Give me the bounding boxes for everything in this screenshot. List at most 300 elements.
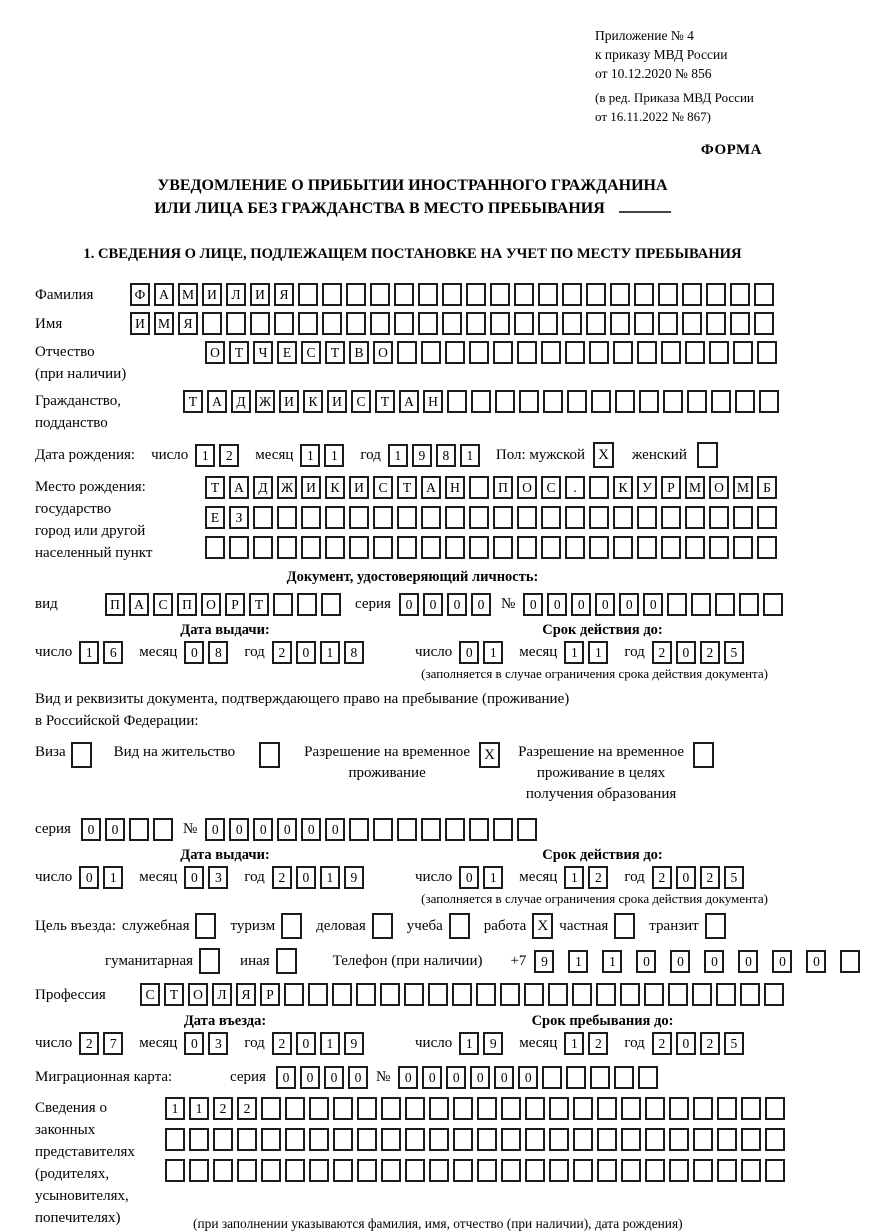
- char-cell[interactable]: 1: [324, 444, 344, 467]
- char-cell[interactable]: [610, 312, 630, 335]
- char-cell[interactable]: [525, 1097, 545, 1120]
- char-cell[interactable]: [445, 536, 465, 559]
- char-cell[interactable]: [549, 1159, 569, 1182]
- char-cell[interactable]: [285, 1128, 305, 1151]
- char-cell[interactable]: [541, 536, 561, 559]
- char-cell[interactable]: [356, 983, 376, 1006]
- char-cell[interactable]: [153, 818, 173, 841]
- char-cell[interactable]: [298, 283, 318, 306]
- char-cell[interactable]: [189, 1159, 209, 1182]
- char-cell[interactable]: 2: [700, 1032, 720, 1055]
- char-cell[interactable]: [757, 536, 777, 559]
- char-cell[interactable]: [634, 312, 654, 335]
- char-cell[interactable]: [429, 1128, 449, 1151]
- char-cell[interactable]: 0: [447, 593, 467, 616]
- char-cell[interactable]: [253, 536, 273, 559]
- char-cell[interactable]: Я: [274, 283, 294, 306]
- char-cell[interactable]: 1: [103, 866, 123, 889]
- char-cell[interactable]: [543, 390, 563, 413]
- char-cell[interactable]: Ж: [255, 390, 275, 413]
- char-cell[interactable]: П: [493, 476, 513, 499]
- char-cell[interactable]: [706, 312, 726, 335]
- char-cell[interactable]: [541, 341, 561, 364]
- char-cell[interactable]: [357, 1128, 377, 1151]
- char-cell[interactable]: [370, 283, 390, 306]
- residence-permit-checkbox[interactable]: [259, 742, 280, 768]
- char-cell[interactable]: [469, 506, 489, 529]
- char-cell[interactable]: 2: [652, 641, 672, 664]
- char-cell[interactable]: [466, 283, 486, 306]
- char-cell[interactable]: 0: [523, 593, 543, 616]
- char-cell[interactable]: О: [517, 476, 537, 499]
- char-cell[interactable]: 3: [208, 1032, 228, 1055]
- char-cell[interactable]: А: [154, 283, 174, 306]
- char-cell[interactable]: [500, 983, 520, 1006]
- char-cell[interactable]: [469, 536, 489, 559]
- char-cell[interactable]: [453, 1159, 473, 1182]
- char-cell[interactable]: 1: [189, 1097, 209, 1120]
- char-cell[interactable]: [333, 1128, 353, 1151]
- char-cell[interactable]: [469, 476, 489, 499]
- char-cell[interactable]: [691, 593, 711, 616]
- char-cell[interactable]: С: [351, 390, 371, 413]
- char-cell[interactable]: Ф: [130, 283, 150, 306]
- char-cell[interactable]: [589, 536, 609, 559]
- char-cell[interactable]: 9: [483, 1032, 503, 1055]
- char-cell[interactable]: 1: [568, 950, 588, 973]
- char-cell[interactable]: [763, 593, 783, 616]
- char-cell[interactable]: [285, 1159, 305, 1182]
- char-cell[interactable]: [493, 536, 513, 559]
- char-cell[interactable]: [466, 312, 486, 335]
- char-cell[interactable]: [165, 1159, 185, 1182]
- char-cell[interactable]: [661, 341, 681, 364]
- char-cell[interactable]: [597, 1128, 617, 1151]
- char-cell[interactable]: 0: [738, 950, 758, 973]
- char-cell[interactable]: [261, 1097, 281, 1120]
- char-cell[interactable]: 0: [595, 593, 615, 616]
- char-cell[interactable]: 1: [564, 866, 584, 889]
- char-cell[interactable]: [284, 983, 304, 1006]
- char-cell[interactable]: [549, 1128, 569, 1151]
- char-cell[interactable]: [693, 1159, 713, 1182]
- char-cell[interactable]: [567, 390, 587, 413]
- char-cell[interactable]: [370, 312, 390, 335]
- char-cell[interactable]: М: [685, 476, 705, 499]
- char-cell[interactable]: [493, 341, 513, 364]
- char-cell[interactable]: О: [201, 593, 221, 616]
- char-cell[interactable]: 0: [676, 866, 696, 889]
- char-cell[interactable]: [597, 1097, 617, 1120]
- char-cell[interactable]: [565, 341, 585, 364]
- char-cell[interactable]: [596, 983, 616, 1006]
- char-cell[interactable]: Е: [205, 506, 225, 529]
- char-cell[interactable]: [501, 1128, 521, 1151]
- char-cell[interactable]: [716, 983, 736, 1006]
- char-cell[interactable]: [322, 312, 342, 335]
- char-cell[interactable]: [495, 390, 515, 413]
- char-cell[interactable]: Т: [325, 341, 345, 364]
- char-cell[interactable]: [445, 818, 465, 841]
- gender-male-checkbox[interactable]: X: [593, 442, 614, 468]
- char-cell[interactable]: [349, 506, 369, 529]
- char-cell[interactable]: [741, 1128, 761, 1151]
- char-cell[interactable]: Д: [231, 390, 251, 413]
- char-cell[interactable]: [717, 1097, 737, 1120]
- char-cell[interactable]: [658, 312, 678, 335]
- char-cell[interactable]: С: [373, 476, 393, 499]
- char-cell[interactable]: [733, 341, 753, 364]
- char-cell[interactable]: 0: [518, 1066, 538, 1089]
- char-cell[interactable]: 2: [219, 444, 239, 467]
- char-cell[interactable]: [669, 1128, 689, 1151]
- char-cell[interactable]: [741, 1097, 761, 1120]
- char-cell[interactable]: 2: [272, 866, 292, 889]
- char-cell[interactable]: Т: [397, 476, 417, 499]
- char-cell[interactable]: [261, 1159, 281, 1182]
- char-cell[interactable]: [685, 506, 705, 529]
- char-cell[interactable]: [548, 983, 568, 1006]
- char-cell[interactable]: [205, 536, 225, 559]
- temp-residence-checkbox[interactable]: X: [479, 742, 500, 768]
- char-cell[interactable]: 1: [165, 1097, 185, 1120]
- char-cell[interactable]: [381, 1159, 401, 1182]
- char-cell[interactable]: [621, 1128, 641, 1151]
- char-cell[interactable]: [615, 390, 635, 413]
- char-cell[interactable]: [253, 506, 273, 529]
- char-cell[interactable]: [477, 1159, 497, 1182]
- char-cell[interactable]: [261, 1128, 281, 1151]
- char-cell[interactable]: [730, 312, 750, 335]
- char-cell[interactable]: 5: [724, 866, 744, 889]
- char-cell[interactable]: 0: [636, 950, 656, 973]
- char-cell[interactable]: [394, 312, 414, 335]
- char-cell[interactable]: [397, 341, 417, 364]
- char-cell[interactable]: [765, 1128, 785, 1151]
- char-cell[interactable]: 0: [184, 1032, 204, 1055]
- char-cell[interactable]: 0: [296, 1032, 316, 1055]
- char-cell[interactable]: [397, 818, 417, 841]
- char-cell[interactable]: [309, 1128, 329, 1151]
- char-cell[interactable]: [332, 983, 352, 1006]
- char-cell[interactable]: 0: [253, 818, 273, 841]
- char-cell[interactable]: И: [279, 390, 299, 413]
- char-cell[interactable]: [685, 536, 705, 559]
- char-cell[interactable]: [661, 536, 681, 559]
- char-cell[interactable]: [706, 283, 726, 306]
- purpose-business-checkbox[interactable]: [372, 913, 393, 939]
- char-cell[interactable]: [613, 341, 633, 364]
- char-cell[interactable]: М: [178, 283, 198, 306]
- char-cell[interactable]: [668, 983, 688, 1006]
- char-cell[interactable]: 8: [436, 444, 456, 467]
- char-cell[interactable]: 0: [676, 1032, 696, 1055]
- char-cell[interactable]: [429, 1159, 449, 1182]
- char-cell[interactable]: 0: [459, 641, 479, 664]
- char-cell[interactable]: [429, 1097, 449, 1120]
- char-cell[interactable]: С: [140, 983, 160, 1006]
- char-cell[interactable]: 3: [208, 866, 228, 889]
- char-cell[interactable]: [538, 283, 558, 306]
- char-cell[interactable]: 0: [571, 593, 591, 616]
- char-cell[interactable]: [213, 1159, 233, 1182]
- char-cell[interactable]: 0: [470, 1066, 490, 1089]
- char-cell[interactable]: [573, 1097, 593, 1120]
- char-cell[interactable]: 0: [348, 1066, 368, 1089]
- char-cell[interactable]: А: [129, 593, 149, 616]
- char-cell[interactable]: [613, 536, 633, 559]
- char-cell[interactable]: [325, 506, 345, 529]
- char-cell[interactable]: 0: [300, 1066, 320, 1089]
- char-cell[interactable]: [573, 1159, 593, 1182]
- char-cell[interactable]: [452, 983, 472, 1006]
- char-cell[interactable]: [469, 341, 489, 364]
- char-cell[interactable]: М: [154, 312, 174, 335]
- char-cell[interactable]: 1: [320, 866, 340, 889]
- char-cell[interactable]: [765, 1097, 785, 1120]
- char-cell[interactable]: 2: [237, 1097, 257, 1120]
- char-cell[interactable]: [645, 1097, 665, 1120]
- char-cell[interactable]: .: [565, 476, 585, 499]
- char-cell[interactable]: [373, 818, 393, 841]
- char-cell[interactable]: [754, 283, 774, 306]
- char-cell[interactable]: [357, 1159, 377, 1182]
- char-cell[interactable]: 0: [184, 641, 204, 664]
- char-cell[interactable]: Р: [260, 983, 280, 1006]
- char-cell[interactable]: Я: [178, 312, 198, 335]
- char-cell[interactable]: Т: [229, 341, 249, 364]
- purpose-humanitarian-checkbox[interactable]: [199, 948, 220, 974]
- purpose-tourism-checkbox[interactable]: [281, 913, 302, 939]
- char-cell[interactable]: [730, 283, 750, 306]
- char-cell[interactable]: [717, 1159, 737, 1182]
- char-cell[interactable]: [517, 536, 537, 559]
- char-cell[interactable]: [717, 1128, 737, 1151]
- char-cell[interactable]: 0: [81, 818, 101, 841]
- char-cell[interactable]: [715, 593, 735, 616]
- char-cell[interactable]: [226, 312, 246, 335]
- char-cell[interactable]: 9: [344, 866, 364, 889]
- char-cell[interactable]: 1: [388, 444, 408, 467]
- char-cell[interactable]: [325, 536, 345, 559]
- char-cell[interactable]: [394, 283, 414, 306]
- char-cell[interactable]: 1: [459, 1032, 479, 1055]
- char-cell[interactable]: [165, 1128, 185, 1151]
- char-cell[interactable]: О: [188, 983, 208, 1006]
- char-cell[interactable]: [613, 506, 633, 529]
- char-cell[interactable]: А: [207, 390, 227, 413]
- char-cell[interactable]: [453, 1128, 473, 1151]
- char-cell[interactable]: [477, 1097, 497, 1120]
- char-cell[interactable]: 2: [79, 1032, 99, 1055]
- char-cell[interactable]: [693, 1128, 713, 1151]
- char-cell[interactable]: [644, 983, 664, 1006]
- char-cell[interactable]: 0: [422, 1066, 442, 1089]
- char-cell[interactable]: А: [229, 476, 249, 499]
- char-cell[interactable]: [685, 341, 705, 364]
- char-cell[interactable]: 1: [460, 444, 480, 467]
- char-cell[interactable]: 1: [588, 641, 608, 664]
- char-cell[interactable]: [308, 983, 328, 1006]
- char-cell[interactable]: Т: [183, 390, 203, 413]
- char-cell[interactable]: [405, 1159, 425, 1182]
- char-cell[interactable]: [517, 341, 537, 364]
- char-cell[interactable]: [589, 341, 609, 364]
- char-cell[interactable]: [490, 312, 510, 335]
- char-cell[interactable]: [621, 1097, 641, 1120]
- char-cell[interactable]: [591, 390, 611, 413]
- char-cell[interactable]: 1: [564, 641, 584, 664]
- char-cell[interactable]: 0: [446, 1066, 466, 1089]
- char-cell[interactable]: 2: [272, 641, 292, 664]
- char-cell[interactable]: [421, 536, 441, 559]
- char-cell[interactable]: [428, 983, 448, 1006]
- gender-female-checkbox[interactable]: [697, 442, 718, 468]
- char-cell[interactable]: [549, 1097, 569, 1120]
- char-cell[interactable]: Л: [226, 283, 246, 306]
- char-cell[interactable]: Д: [253, 476, 273, 499]
- char-cell[interactable]: [586, 312, 606, 335]
- char-cell[interactable]: [250, 312, 270, 335]
- char-cell[interactable]: 5: [724, 1032, 744, 1055]
- char-cell[interactable]: 0: [296, 641, 316, 664]
- char-cell[interactable]: [645, 1159, 665, 1182]
- char-cell[interactable]: 1: [320, 641, 340, 664]
- char-cell[interactable]: [565, 506, 585, 529]
- char-cell[interactable]: [524, 983, 544, 1006]
- char-cell[interactable]: [501, 1159, 521, 1182]
- char-cell[interactable]: [309, 1159, 329, 1182]
- char-cell[interactable]: [421, 506, 441, 529]
- char-cell[interactable]: П: [177, 593, 197, 616]
- char-cell[interactable]: [322, 283, 342, 306]
- char-cell[interactable]: 9: [534, 950, 554, 973]
- char-cell[interactable]: [637, 536, 657, 559]
- char-cell[interactable]: [490, 283, 510, 306]
- char-cell[interactable]: 0: [398, 1066, 418, 1089]
- char-cell[interactable]: Т: [205, 476, 225, 499]
- char-cell[interactable]: [514, 312, 534, 335]
- char-cell[interactable]: С: [541, 476, 561, 499]
- char-cell[interactable]: [669, 1159, 689, 1182]
- char-cell[interactable]: [274, 312, 294, 335]
- char-cell[interactable]: [757, 506, 777, 529]
- char-cell[interactable]: [663, 390, 683, 413]
- char-cell[interactable]: [614, 1066, 634, 1089]
- char-cell[interactable]: [380, 983, 400, 1006]
- char-cell[interactable]: 0: [471, 593, 491, 616]
- char-cell[interactable]: А: [399, 390, 419, 413]
- char-cell[interactable]: 0: [276, 1066, 296, 1089]
- char-cell[interactable]: 2: [213, 1097, 233, 1120]
- char-cell[interactable]: [711, 390, 731, 413]
- char-cell[interactable]: [517, 506, 537, 529]
- temp-residence-edu-checkbox[interactable]: [693, 742, 714, 768]
- char-cell[interactable]: [589, 476, 609, 499]
- char-cell[interactable]: [404, 983, 424, 1006]
- char-cell[interactable]: [566, 1066, 586, 1089]
- char-cell[interactable]: [277, 536, 297, 559]
- char-cell[interactable]: 0: [205, 818, 225, 841]
- char-cell[interactable]: 1: [483, 866, 503, 889]
- char-cell[interactable]: 6: [103, 641, 123, 664]
- char-cell[interactable]: [538, 312, 558, 335]
- char-cell[interactable]: 8: [344, 641, 364, 664]
- char-cell[interactable]: [525, 1159, 545, 1182]
- char-cell[interactable]: [202, 312, 222, 335]
- char-cell[interactable]: [645, 1128, 665, 1151]
- visa-checkbox[interactable]: [71, 742, 92, 768]
- char-cell[interactable]: [693, 1097, 713, 1120]
- char-cell[interactable]: [692, 983, 712, 1006]
- char-cell[interactable]: [764, 983, 784, 1006]
- char-cell[interactable]: [297, 593, 317, 616]
- char-cell[interactable]: [129, 818, 149, 841]
- char-cell[interactable]: 0: [676, 641, 696, 664]
- char-cell[interactable]: [739, 593, 759, 616]
- purpose-other-checkbox[interactable]: [276, 948, 297, 974]
- char-cell[interactable]: [213, 1128, 233, 1151]
- char-cell[interactable]: [667, 593, 687, 616]
- purpose-study-checkbox[interactable]: [449, 913, 470, 939]
- char-cell[interactable]: Р: [225, 593, 245, 616]
- char-cell[interactable]: [321, 593, 341, 616]
- char-cell[interactable]: И: [130, 312, 150, 335]
- char-cell[interactable]: 0: [105, 818, 125, 841]
- char-cell[interactable]: [501, 1097, 521, 1120]
- purpose-work-checkbox[interactable]: X: [532, 913, 553, 939]
- char-cell[interactable]: [573, 1128, 593, 1151]
- char-cell[interactable]: Ч: [253, 341, 273, 364]
- char-cell[interactable]: У: [637, 476, 657, 499]
- char-cell[interactable]: [682, 283, 702, 306]
- char-cell[interactable]: [740, 983, 760, 1006]
- char-cell[interactable]: Л: [212, 983, 232, 1006]
- char-cell[interactable]: 1: [564, 1032, 584, 1055]
- char-cell[interactable]: [333, 1159, 353, 1182]
- char-cell[interactable]: [229, 536, 249, 559]
- char-cell[interactable]: 1: [195, 444, 215, 467]
- char-cell[interactable]: [442, 312, 462, 335]
- char-cell[interactable]: [298, 312, 318, 335]
- char-cell[interactable]: [733, 536, 753, 559]
- char-cell[interactable]: 5: [724, 641, 744, 664]
- char-cell[interactable]: [405, 1097, 425, 1120]
- char-cell[interactable]: [586, 283, 606, 306]
- char-cell[interactable]: К: [613, 476, 633, 499]
- char-cell[interactable]: 9: [412, 444, 432, 467]
- char-cell[interactable]: [637, 341, 657, 364]
- char-cell[interactable]: [733, 506, 753, 529]
- char-cell[interactable]: [565, 536, 585, 559]
- char-cell[interactable]: [639, 390, 659, 413]
- char-cell[interactable]: [277, 506, 297, 529]
- char-cell[interactable]: [621, 1159, 641, 1182]
- char-cell[interactable]: Н: [423, 390, 443, 413]
- char-cell[interactable]: 2: [652, 866, 672, 889]
- char-cell[interactable]: [418, 283, 438, 306]
- char-cell[interactable]: [445, 341, 465, 364]
- char-cell[interactable]: [381, 1128, 401, 1151]
- char-cell[interactable]: Б: [757, 476, 777, 499]
- char-cell[interactable]: [661, 506, 681, 529]
- char-cell[interactable]: О: [373, 341, 393, 364]
- char-cell[interactable]: С: [153, 593, 173, 616]
- char-cell[interactable]: [620, 983, 640, 1006]
- char-cell[interactable]: [469, 818, 489, 841]
- char-cell[interactable]: [237, 1159, 257, 1182]
- char-cell[interactable]: [421, 341, 441, 364]
